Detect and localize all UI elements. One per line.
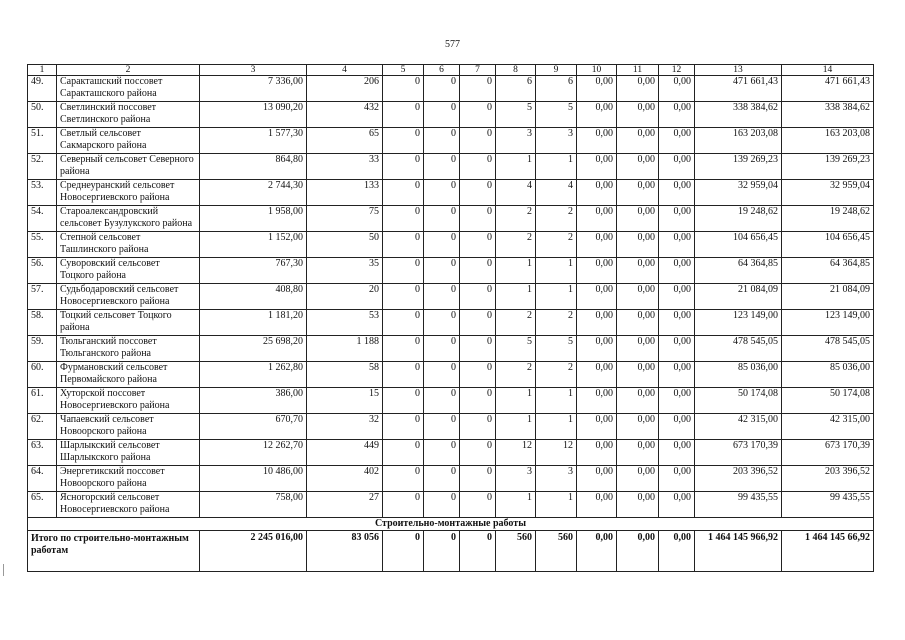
- table-row: [28, 284, 874, 310]
- column-number-header: 14: [782, 65, 874, 76]
- value-cell: 1: [536, 414, 577, 440]
- row-number-cell: 59.: [28, 336, 57, 362]
- municipality-name-cell: Фурмановский сельсовет Первомайского района: [57, 362, 200, 388]
- value-cell: 64 364,85: [695, 258, 782, 284]
- value-cell: 478 545,05: [782, 336, 874, 362]
- value-cell: 5: [536, 336, 577, 362]
- value-cell: 133: [307, 180, 383, 206]
- value-cell: 104 656,45: [782, 232, 874, 258]
- value-cell: 0,00: [577, 466, 617, 492]
- value-cell: 0: [424, 414, 460, 440]
- column-number-header: 2: [57, 65, 200, 76]
- value-cell: 0: [460, 206, 496, 232]
- value-cell: 1 958,00: [200, 206, 307, 232]
- value-cell: 25 698,20: [200, 336, 307, 362]
- value-cell: 0: [383, 128, 424, 154]
- value-cell: 1: [496, 388, 536, 414]
- value-cell: 0: [460, 232, 496, 258]
- value-cell: 53: [307, 310, 383, 336]
- value-cell: 0: [460, 102, 496, 128]
- value-cell: 12: [496, 440, 536, 466]
- value-cell: 0,00: [659, 102, 695, 128]
- data-table: [27, 64, 874, 572]
- value-cell: 0,00: [617, 102, 659, 128]
- value-cell: 0,00: [659, 466, 695, 492]
- row-number-cell: 63.: [28, 440, 57, 466]
- value-cell: 0: [383, 414, 424, 440]
- row-number-cell: 54.: [28, 206, 57, 232]
- margin-mark: [3, 564, 4, 576]
- table-row: [28, 180, 874, 206]
- row-number-cell: 65.: [28, 492, 57, 518]
- value-cell: 50: [307, 232, 383, 258]
- value-cell: 0: [460, 466, 496, 492]
- value-cell: 0: [460, 336, 496, 362]
- total-value-cell: 0: [383, 531, 424, 572]
- value-cell: 10 486,00: [200, 466, 307, 492]
- value-cell: 12 262,70: [200, 440, 307, 466]
- table-row: [28, 258, 874, 284]
- table-row: [28, 128, 874, 154]
- value-cell: 99 435,55: [695, 492, 782, 518]
- value-cell: 338 384,62: [695, 102, 782, 128]
- table-row: [28, 440, 874, 466]
- value-cell: 0,00: [577, 388, 617, 414]
- municipality-name-cell: Светлинский поссовет Светлинского района: [57, 102, 200, 128]
- value-cell: 21 084,09: [782, 284, 874, 310]
- municipality-name-cell: Саракташский поссовет Саракташского района: [57, 76, 200, 102]
- value-cell: 0,00: [617, 492, 659, 518]
- value-cell: 64 364,85: [782, 258, 874, 284]
- value-cell: 0: [460, 284, 496, 310]
- value-cell: 27: [307, 492, 383, 518]
- column-number-header: 13: [695, 65, 782, 76]
- value-cell: 0,00: [617, 206, 659, 232]
- value-cell: 0: [424, 76, 460, 102]
- value-cell: 0: [424, 232, 460, 258]
- table-row: [28, 466, 874, 492]
- value-cell: 386,00: [200, 388, 307, 414]
- value-cell: 0,00: [577, 492, 617, 518]
- value-cell: 1: [536, 492, 577, 518]
- total-value-cell: 1 464 145 966,92: [695, 531, 782, 572]
- municipality-name-cell: Энергетикский поссовет Новоорского района: [57, 466, 200, 492]
- value-cell: 0,00: [577, 440, 617, 466]
- value-cell: 471 661,43: [695, 76, 782, 102]
- value-cell: 0: [383, 388, 424, 414]
- table-row: [28, 232, 874, 258]
- column-number-header: 1: [28, 65, 57, 76]
- municipality-name-cell: Судьбодаровский сельсовет Новосергиевского района: [57, 284, 200, 310]
- value-cell: 203 396,52: [782, 466, 874, 492]
- value-cell: 7 336,00: [200, 76, 307, 102]
- value-cell: 1 188: [307, 336, 383, 362]
- value-cell: 3: [536, 128, 577, 154]
- value-cell: 0,00: [577, 128, 617, 154]
- value-cell: 0,00: [659, 154, 695, 180]
- value-cell: 1 577,30: [200, 128, 307, 154]
- value-cell: 6: [496, 76, 536, 102]
- value-cell: 1: [536, 258, 577, 284]
- value-cell: 50 174,08: [695, 388, 782, 414]
- value-cell: 0,00: [659, 362, 695, 388]
- value-cell: 0,00: [577, 284, 617, 310]
- table-row: [28, 76, 874, 102]
- value-cell: 32 959,04: [782, 180, 874, 206]
- value-cell: 2: [536, 362, 577, 388]
- value-cell: 0,00: [659, 206, 695, 232]
- value-cell: 0: [460, 388, 496, 414]
- value-cell: 0,00: [659, 388, 695, 414]
- value-cell: 0: [460, 310, 496, 336]
- value-cell: 2 744,30: [200, 180, 307, 206]
- value-cell: 4: [496, 180, 536, 206]
- value-cell: 471 661,43: [782, 76, 874, 102]
- value-cell: 0,00: [659, 336, 695, 362]
- value-cell: 0: [383, 102, 424, 128]
- value-cell: 0,00: [577, 76, 617, 102]
- value-cell: 0: [424, 388, 460, 414]
- value-cell: 35: [307, 258, 383, 284]
- municipality-name-cell: Северный сельсовет Северного района: [57, 154, 200, 180]
- value-cell: 0,00: [617, 310, 659, 336]
- value-cell: 0: [460, 76, 496, 102]
- municipality-name-cell: Среднеуранский сельсовет Новосергиевского района: [57, 180, 200, 206]
- value-cell: 65: [307, 128, 383, 154]
- value-cell: 338 384,62: [782, 102, 874, 128]
- row-number-cell: 60.: [28, 362, 57, 388]
- value-cell: 5: [496, 336, 536, 362]
- column-number-header: 5: [383, 65, 424, 76]
- value-cell: 0,00: [577, 362, 617, 388]
- value-cell: 1 262,80: [200, 362, 307, 388]
- column-number-header: 4: [307, 65, 383, 76]
- value-cell: 32 959,04: [695, 180, 782, 206]
- value-cell: 163 203,08: [695, 128, 782, 154]
- value-cell: 2: [496, 206, 536, 232]
- header-row: [28, 65, 874, 76]
- value-cell: 0: [424, 492, 460, 518]
- value-cell: 19 248,62: [782, 206, 874, 232]
- value-cell: 0: [383, 76, 424, 102]
- value-cell: 58: [307, 362, 383, 388]
- value-cell: 104 656,45: [695, 232, 782, 258]
- value-cell: 2: [496, 362, 536, 388]
- municipality-name-cell: Суворовский сельсовет Тоцкого района: [57, 258, 200, 284]
- value-cell: 0: [424, 336, 460, 362]
- row-number-cell: 49.: [28, 76, 57, 102]
- value-cell: 0: [460, 128, 496, 154]
- total-value-cell: 0: [460, 531, 496, 572]
- value-cell: 5: [536, 102, 577, 128]
- value-cell: 15: [307, 388, 383, 414]
- value-cell: 0,00: [577, 102, 617, 128]
- value-cell: 0,00: [659, 180, 695, 206]
- value-cell: 203 396,52: [695, 466, 782, 492]
- value-cell: 1 181,20: [200, 310, 307, 336]
- value-cell: 0,00: [659, 440, 695, 466]
- value-cell: 3: [536, 466, 577, 492]
- row-number-cell: 61.: [28, 388, 57, 414]
- total-value-cell: 83 056: [307, 531, 383, 572]
- section-title: Строительно-монтажные работы: [28, 518, 874, 531]
- table-row: [28, 492, 874, 518]
- value-cell: 99 435,55: [782, 492, 874, 518]
- value-cell: 449: [307, 440, 383, 466]
- value-cell: 673 170,39: [695, 440, 782, 466]
- row-number-cell: 51.: [28, 128, 57, 154]
- value-cell: 0: [460, 180, 496, 206]
- row-number-cell: 53.: [28, 180, 57, 206]
- column-number-header: 7: [460, 65, 496, 76]
- value-cell: 0: [383, 440, 424, 466]
- value-cell: 0: [383, 258, 424, 284]
- value-cell: 3: [496, 128, 536, 154]
- value-cell: 123 149,00: [695, 310, 782, 336]
- value-cell: 0: [424, 154, 460, 180]
- value-cell: 0,00: [617, 258, 659, 284]
- total-row: [28, 531, 874, 572]
- municipality-name-cell: Тюльганский поссовет Тюльганского района: [57, 336, 200, 362]
- value-cell: 0,00: [617, 362, 659, 388]
- value-cell: 0,00: [659, 284, 695, 310]
- value-cell: 0,00: [659, 414, 695, 440]
- value-cell: 6: [536, 76, 577, 102]
- value-cell: 0: [383, 284, 424, 310]
- table-row: [28, 414, 874, 440]
- value-cell: 0,00: [617, 76, 659, 102]
- row-number-cell: 64.: [28, 466, 57, 492]
- value-cell: 42 315,00: [695, 414, 782, 440]
- value-cell: 408,80: [200, 284, 307, 310]
- value-cell: 1: [536, 284, 577, 310]
- value-cell: 673 170,39: [782, 440, 874, 466]
- table-row: [28, 154, 874, 180]
- value-cell: 0: [383, 466, 424, 492]
- value-cell: 85 036,00: [782, 362, 874, 388]
- column-number-header: 12: [659, 65, 695, 76]
- table-row: [28, 206, 874, 232]
- municipality-name-cell: Чапаевский сельсовет Новоорского района: [57, 414, 200, 440]
- value-cell: 0,00: [617, 440, 659, 466]
- value-cell: 2: [536, 206, 577, 232]
- value-cell: 12: [536, 440, 577, 466]
- value-cell: 0,00: [577, 180, 617, 206]
- value-cell: 767,30: [200, 258, 307, 284]
- value-cell: 2: [536, 310, 577, 336]
- value-cell: 0,00: [577, 310, 617, 336]
- value-cell: 1: [536, 388, 577, 414]
- value-cell: 0: [460, 492, 496, 518]
- municipality-name-cell: Ясногорский сельсовет Новосергиевского района: [57, 492, 200, 518]
- value-cell: 4: [536, 180, 577, 206]
- total-value-cell: 1 464 145 66,92: [782, 531, 874, 572]
- value-cell: 0,00: [659, 258, 695, 284]
- value-cell: 2: [536, 232, 577, 258]
- value-cell: 123 149,00: [782, 310, 874, 336]
- value-cell: 0,00: [617, 414, 659, 440]
- value-cell: 0,00: [659, 492, 695, 518]
- value-cell: 0,00: [617, 180, 659, 206]
- column-number-header: 3: [200, 65, 307, 76]
- total-value-cell: 2 245 016,00: [200, 531, 307, 572]
- value-cell: 0,00: [577, 232, 617, 258]
- municipality-name-cell: Староалександровский сельсовет Бузулукского района: [57, 206, 200, 232]
- value-cell: 0: [383, 492, 424, 518]
- column-number-header: 8: [496, 65, 536, 76]
- table-row: [28, 336, 874, 362]
- value-cell: 0: [460, 362, 496, 388]
- value-cell: 0,00: [577, 336, 617, 362]
- value-cell: 139 269,23: [695, 154, 782, 180]
- row-number-cell: 55.: [28, 232, 57, 258]
- row-number-cell: 62.: [28, 414, 57, 440]
- total-value-cell: 0: [424, 531, 460, 572]
- value-cell: 42 315,00: [782, 414, 874, 440]
- column-number-header: 11: [617, 65, 659, 76]
- total-value-cell: 560: [536, 531, 577, 572]
- value-cell: 432: [307, 102, 383, 128]
- total-value-cell: 0,00: [659, 531, 695, 572]
- municipality-name-cell: Шарлыкский сельсовет Шарлыкского района: [57, 440, 200, 466]
- value-cell: 1 152,00: [200, 232, 307, 258]
- row-number-cell: 58.: [28, 310, 57, 336]
- value-cell: 478 545,05: [695, 336, 782, 362]
- value-cell: 1: [496, 154, 536, 180]
- value-cell: 0,00: [577, 258, 617, 284]
- value-cell: 13 090,20: [200, 102, 307, 128]
- table-row: [28, 310, 874, 336]
- value-cell: 1: [496, 258, 536, 284]
- value-cell: 0,00: [617, 388, 659, 414]
- total-value-cell: 560: [496, 531, 536, 572]
- value-cell: 0: [383, 154, 424, 180]
- value-cell: 21 084,09: [695, 284, 782, 310]
- section-row: [28, 518, 874, 531]
- value-cell: 0: [383, 362, 424, 388]
- value-cell: 32: [307, 414, 383, 440]
- column-number-header: 9: [536, 65, 577, 76]
- value-cell: 0: [424, 180, 460, 206]
- value-cell: 0,00: [617, 336, 659, 362]
- municipality-name-cell: Хуторской поссовет Новосергиевского района: [57, 388, 200, 414]
- value-cell: 0,00: [617, 466, 659, 492]
- value-cell: 0,00: [617, 154, 659, 180]
- value-cell: 139 269,23: [782, 154, 874, 180]
- value-cell: 0,00: [659, 128, 695, 154]
- value-cell: 2: [496, 310, 536, 336]
- value-cell: 0: [460, 440, 496, 466]
- value-cell: 0: [460, 258, 496, 284]
- value-cell: 1: [496, 284, 536, 310]
- value-cell: 0: [460, 414, 496, 440]
- row-number-cell: 57.: [28, 284, 57, 310]
- row-number-cell: 50.: [28, 102, 57, 128]
- row-number-cell: 52.: [28, 154, 57, 180]
- value-cell: 864,80: [200, 154, 307, 180]
- value-cell: 0: [424, 102, 460, 128]
- value-cell: 0,00: [577, 154, 617, 180]
- value-cell: 402: [307, 466, 383, 492]
- value-cell: 0: [424, 258, 460, 284]
- value-cell: 1: [496, 492, 536, 518]
- value-cell: 0,00: [617, 232, 659, 258]
- value-cell: 0,00: [617, 128, 659, 154]
- value-cell: 206: [307, 76, 383, 102]
- value-cell: 0: [424, 440, 460, 466]
- value-cell: 50 174,08: [782, 388, 874, 414]
- value-cell: 0: [424, 284, 460, 310]
- table-row: [28, 102, 874, 128]
- row-number-cell: 56.: [28, 258, 57, 284]
- value-cell: 0: [424, 206, 460, 232]
- value-cell: 1: [536, 154, 577, 180]
- table-row: [28, 388, 874, 414]
- total-value-cell: 0,00: [577, 531, 617, 572]
- value-cell: 0,00: [617, 284, 659, 310]
- value-cell: 0: [460, 154, 496, 180]
- value-cell: 1: [496, 414, 536, 440]
- value-cell: 3: [496, 466, 536, 492]
- value-cell: 0: [383, 206, 424, 232]
- value-cell: 5: [496, 102, 536, 128]
- column-number-header: 6: [424, 65, 460, 76]
- value-cell: 85 036,00: [695, 362, 782, 388]
- value-cell: 0,00: [659, 76, 695, 102]
- value-cell: 75: [307, 206, 383, 232]
- total-value-cell: 0,00: [617, 531, 659, 572]
- total-label: Итого по строительно-монтажным работам: [28, 531, 200, 572]
- value-cell: 33: [307, 154, 383, 180]
- value-cell: 0: [383, 232, 424, 258]
- value-cell: 0: [383, 336, 424, 362]
- page-number: 577: [445, 39, 460, 50]
- municipality-name-cell: Степной сельсовет Ташлинского района: [57, 232, 200, 258]
- value-cell: 20: [307, 284, 383, 310]
- value-cell: 0,00: [577, 206, 617, 232]
- value-cell: 0: [424, 128, 460, 154]
- value-cell: 670,70: [200, 414, 307, 440]
- municipality-name-cell: Тоцкий сельсовет Тоцкого района: [57, 310, 200, 336]
- value-cell: 19 248,62: [695, 206, 782, 232]
- value-cell: 0: [424, 310, 460, 336]
- value-cell: 0: [383, 310, 424, 336]
- municipality-name-cell: Светлый сельсовет Сакмарского района: [57, 128, 200, 154]
- value-cell: 163 203,08: [782, 128, 874, 154]
- table-row: [28, 362, 874, 388]
- column-number-header: 10: [577, 65, 617, 76]
- value-cell: 0,00: [659, 232, 695, 258]
- value-cell: 758,00: [200, 492, 307, 518]
- value-cell: 0: [383, 180, 424, 206]
- value-cell: 0: [424, 362, 460, 388]
- value-cell: 0: [424, 466, 460, 492]
- value-cell: 2: [496, 232, 536, 258]
- value-cell: 0,00: [577, 414, 617, 440]
- value-cell: 0,00: [659, 310, 695, 336]
